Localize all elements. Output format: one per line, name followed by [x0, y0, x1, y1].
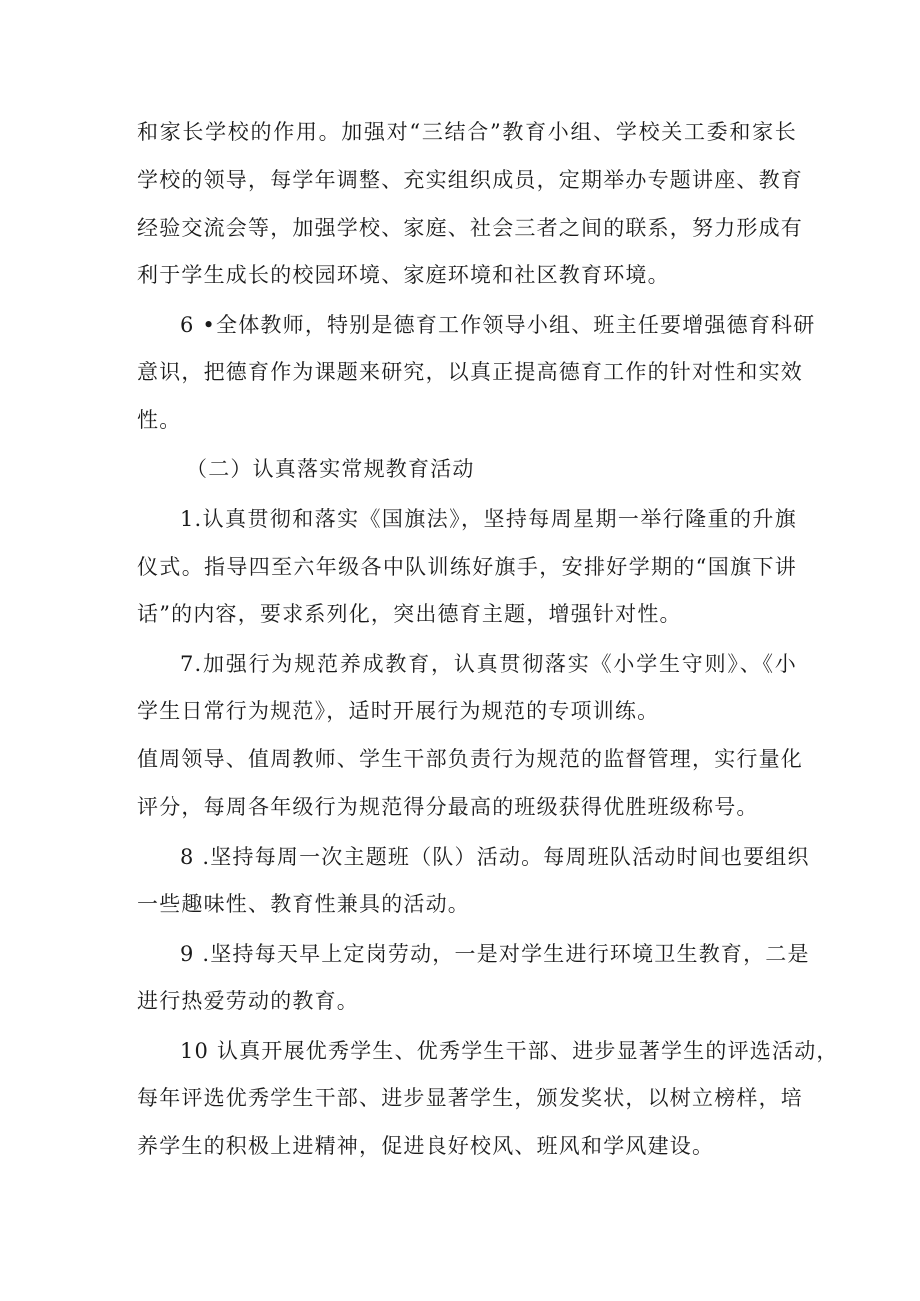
paragraph-line: 值周领导、值周教师、学生干部负责行为规范的监督管理，实行量化 — [137, 747, 803, 771]
paragraph-line: 性。 — [137, 408, 182, 432]
paragraph-line: 进行热爱劳动的教育。 — [137, 989, 359, 1013]
paragraph-line: 利于学生成长的校园环境、家庭环境和社区教育环境。 — [137, 263, 670, 287]
paragraph-line: 9 .坚持每天早上定岗劳动，一是对学生进行环境卫生教育，二是 — [180, 942, 810, 966]
paragraph-line: 养学生的积极上进精神，促进良好校风、班风和学风建设。 — [137, 1134, 715, 1158]
section-heading: （二）认真落实常规教育活动 — [186, 457, 475, 481]
paragraph-line: 1.认真贯彻和落实《国旗法》，坚持每周星期一举行隆重的升旗 — [180, 507, 797, 531]
paragraph-line: 话”的内容，要求系列化，突出德育主题，增强针对性。 — [137, 602, 682, 626]
paragraph-line: 仪式。指导四至六年级各中队训练好旗手，安排好学期的“国旗下讲 — [137, 555, 797, 579]
paragraph-line: 7.加强行为规范养成教育，认真贯彻落实《小学生守则》、《小 — [180, 652, 797, 676]
paragraph-line: 6 •全体教师，特别是德育工作领导小组、班主任要增强德育科研 — [180, 313, 816, 337]
paragraph-line: 评分，每周各年级行为规范得分最高的班级获得优胜班级称号。 — [137, 795, 759, 819]
paragraph-line: 学校的领导，每学年调整、充实组织成员，定期举办专题讲座、教育 — [137, 168, 803, 192]
paragraph-line: 和家长学校的作用。加强对“三结合”教育小组、学校关工委和家长 — [137, 120, 797, 144]
paragraph-line: 10 认真开展优秀学生、优秀学生干部、进步显著学生的评选活动， — [180, 1039, 839, 1063]
paragraph-line: 意识，把德育作为课题来研究，以真正提高德育工作的针对性和实效 — [137, 360, 803, 384]
paragraph-line: 一些趣味性、教育性兼具的活动。 — [137, 892, 470, 916]
paragraph-line: 经验交流会等，加强学校、家庭、社会三者之间的联系，努力形成有 — [137, 216, 803, 240]
paragraph-line: 每年评选优秀学生干部、进步显著学生，颁发奖状，以树立榜样，培 — [137, 1086, 803, 1110]
paragraph-line: 8 .坚持每周一次主题班（队）活动。每周班队活动时间也要组织 — [180, 845, 810, 869]
paragraph-line: 学生日常行为规范》，适时开展行为规范的专项训练。 — [137, 699, 660, 723]
